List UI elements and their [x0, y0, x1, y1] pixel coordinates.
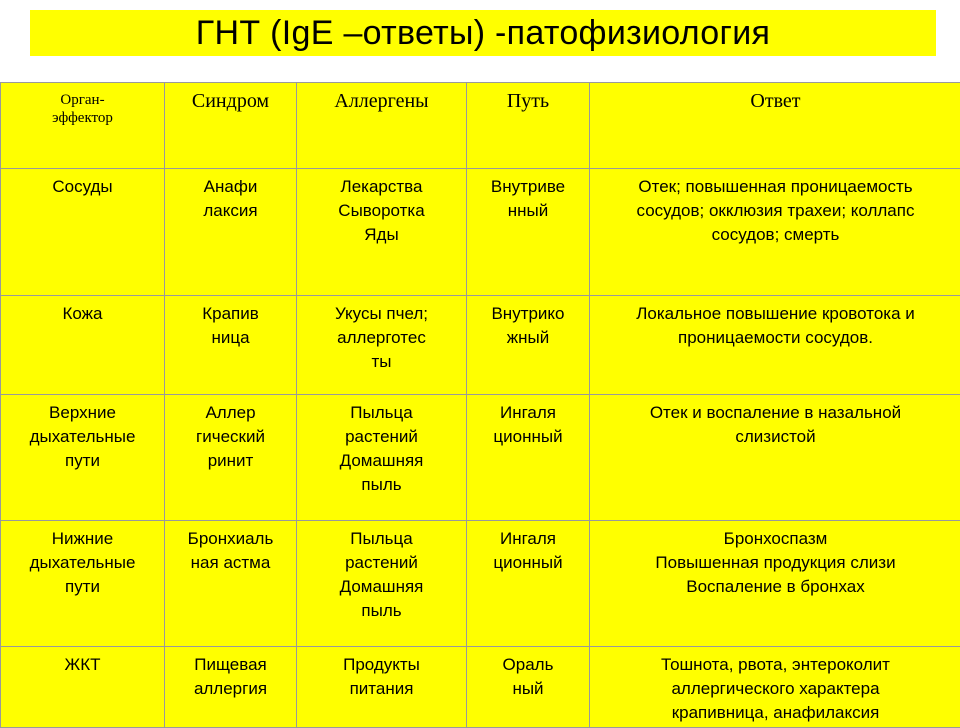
table-row — [1, 296, 960, 395]
cell-organ: Кожа — [1, 296, 165, 395]
cell-route: Внутриве нный — [467, 169, 590, 296]
cell-syndrome: Крапив ница — [165, 296, 297, 395]
cell-route: Ораль ный — [467, 647, 590, 728]
cell-organ: Сосуды — [1, 169, 165, 296]
cell-allergens: Пыльца растений Домашняя пыль — [297, 521, 467, 647]
cell-organ: Верхние дыхательные пути — [1, 395, 165, 521]
title-bar — [30, 10, 936, 56]
table-row — [1, 521, 960, 647]
cell-allergens: Лекарства Сыворотка Яды — [297, 169, 467, 296]
cell-route: Ингаля ционный — [467, 521, 590, 647]
header-response: Ответ — [590, 83, 960, 169]
table-row — [1, 395, 960, 521]
cell-syndrome: Аллер гический ринит — [165, 395, 297, 521]
cell-route: Ингаля ционный — [467, 395, 590, 521]
cell-route: Внутрико жный — [467, 296, 590, 395]
cell-syndrome: Бронхиаль ная астма — [165, 521, 297, 647]
table-row — [1, 647, 960, 728]
cell-allergens: Укусы пчел; аллерготес ты — [297, 296, 467, 395]
cell-allergens: Продукты питания — [297, 647, 467, 728]
table-header-row — [1, 83, 960, 169]
cell-response: Тошнота, рвота, энтероколит аллергического характера крапивница, анафилаксия — [590, 647, 960, 728]
cell-organ: ЖКТ — [1, 647, 165, 728]
cell-syndrome: Пищевая аллергия — [165, 647, 297, 728]
table-row — [1, 169, 960, 296]
cell-response: Бронхоспазм Повышенная продукция слизи Воспаление в бронхах — [590, 521, 960, 647]
header-syndrome: Синдром — [165, 83, 297, 169]
cell-syndrome: Анафи лаксия — [165, 169, 297, 296]
cell-response: Отек и воспаление в назальной слизистой — [590, 395, 960, 521]
header-organ: Орган- эффектор — [1, 83, 165, 169]
header-route: Путь — [467, 83, 590, 169]
cell-organ: Нижние дыхательные пути — [1, 521, 165, 647]
cell-allergens: Пыльца растений Домашняя пыль — [297, 395, 467, 521]
slide-title: ГНТ (IgE –ответы) -патофизиология — [196, 14, 770, 53]
pathophysiology-table — [0, 82, 960, 728]
cell-response: Локальное повышение кровотока и проницаемости сосудов. — [590, 296, 960, 395]
cell-response: Отек; повышенная проницаемость сосудов; окклюзия трахеи; коллапс сосудов; смерть — [590, 169, 960, 296]
header-allergens: Аллергены — [297, 83, 467, 169]
